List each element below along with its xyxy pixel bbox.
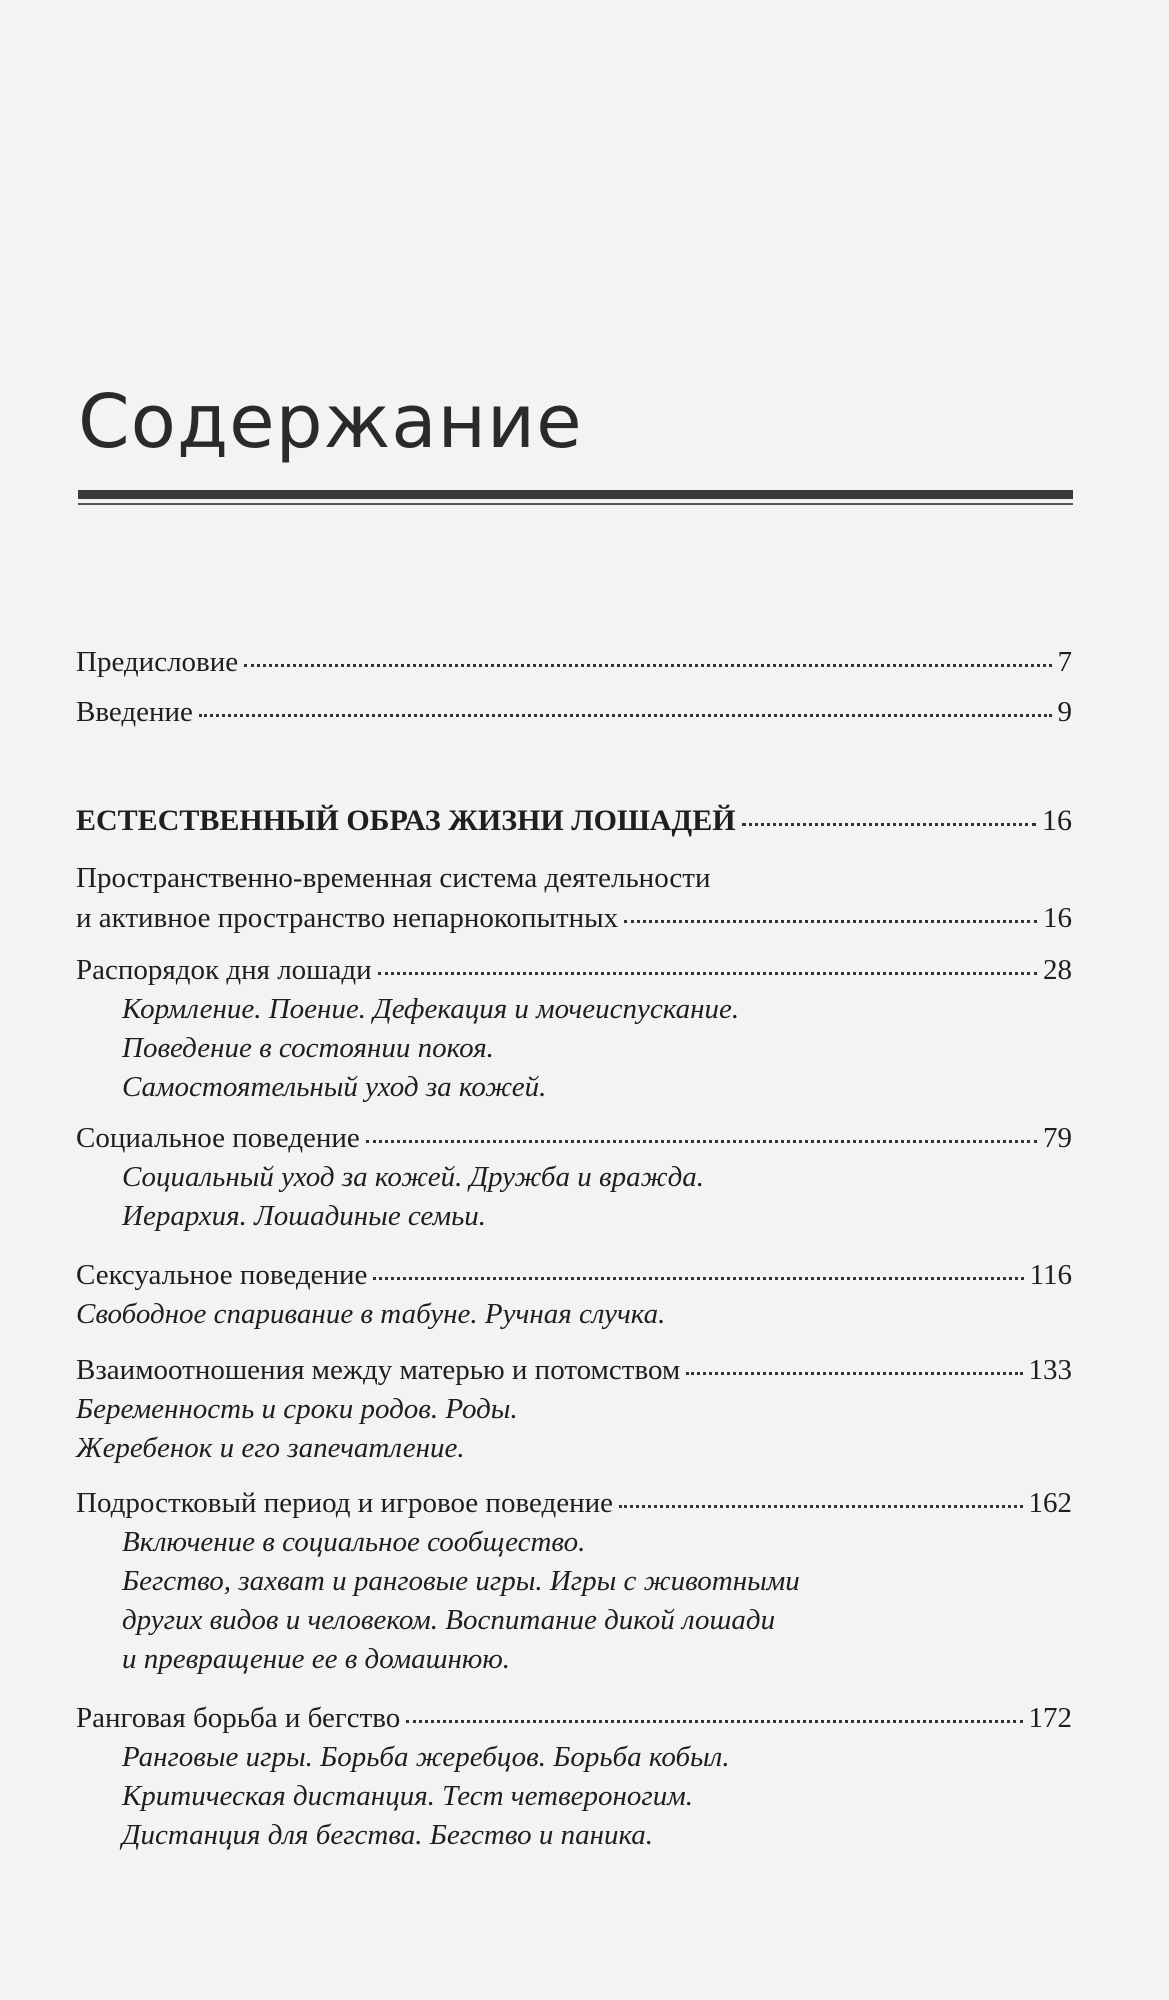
toc-page-number: 7 xyxy=(1057,646,1072,678)
toc-entry-preface xyxy=(76,642,1072,682)
part-title: ЕСТЕСТВЕННЫЙ ОБРАЗ ЖИЗНИ ЛОШАДЕЙ xyxy=(76,804,736,837)
toc-entry-introduction xyxy=(76,692,1072,732)
toc-subtopics-line: других видов и человеком. Воспитание дикой лошади xyxy=(122,1604,776,1636)
toc-chapter xyxy=(76,1698,1072,1855)
dot-leader xyxy=(366,1140,1037,1143)
toc-page-number: 16 xyxy=(1042,804,1072,837)
toc-chapter-title-line: Распорядок дня лошади xyxy=(76,954,372,986)
title-rule-thin xyxy=(78,503,1073,505)
toc-subtopics-line: Включение в социальное сообщество. xyxy=(122,1526,586,1558)
toc-page-number: 172 xyxy=(1028,1702,1072,1734)
dot-leader xyxy=(199,714,1052,717)
toc-subtopics-line: Свободное спаривание в табуне. Ручная случка. xyxy=(76,1298,666,1330)
toc-page-number: 9 xyxy=(1057,696,1072,728)
toc-page-number: 162 xyxy=(1028,1487,1072,1519)
toc-chapter xyxy=(76,1255,1072,1334)
toc-subtopics-line: Поведение в состоянии покоя. xyxy=(122,1032,494,1064)
toc-chapter-title-line: Взаимоотношения между матерью и потомством xyxy=(76,1354,681,1386)
toc-page-number: 28 xyxy=(1043,954,1072,986)
toc-chapter xyxy=(76,858,1072,938)
toc-subtopics-line: Критическая дистанция. Тест четвероногим. xyxy=(122,1780,693,1812)
toc-subtopics-line: Социальный уход за кожей. Дружба и вражда. xyxy=(122,1161,704,1193)
toc-chapter xyxy=(76,1350,1072,1468)
toc-page-number: 133 xyxy=(1028,1354,1072,1386)
dot-leader xyxy=(624,920,1037,923)
toc-page-number: 79 xyxy=(1043,1122,1072,1154)
toc-subtopics-line: Самостоятельный уход за кожей. xyxy=(122,1071,547,1103)
toc-subtopics-line: и превращение ее в домашнюю. xyxy=(122,1643,511,1675)
toc-part-heading xyxy=(76,801,1072,841)
title-rule-thick xyxy=(78,490,1073,499)
dot-leader xyxy=(378,972,1037,975)
toc-subtopics-line: Жеребенок и его запечатление. xyxy=(76,1432,465,1464)
toc-subtopics-line: Бегство, захват и ранговые игры. Игры с животными xyxy=(122,1565,800,1597)
toc-entry-title: Введение xyxy=(76,696,193,728)
dot-leader xyxy=(244,664,1051,667)
toc-chapter-title-line: Сексуальное поведение xyxy=(76,1259,368,1291)
dot-leader xyxy=(742,823,1036,826)
toc-chapter-title-line: Подростковый период и игровое поведение xyxy=(76,1487,613,1519)
toc-subtopics-line: Ранговые игры. Борьба жеребцов. Борьба кобыл. xyxy=(122,1741,730,1773)
toc-subtopics-line: Дистанция для бегства. Бегство и паника. xyxy=(122,1819,654,1851)
toc-chapter xyxy=(76,1483,1072,1679)
toc-subtopics-line: Беременность и сроки родов. Роды. xyxy=(76,1393,518,1425)
toc-page-number: 16 xyxy=(1043,902,1072,934)
dot-leader xyxy=(373,1277,1023,1280)
toc-entry-title: Предисловие xyxy=(76,646,239,678)
dot-leader xyxy=(619,1505,1023,1508)
toc-page-number: 116 xyxy=(1029,1259,1072,1291)
toc-chapter-title-line: Социальное поведение xyxy=(76,1122,360,1154)
dot-leader xyxy=(406,1720,1022,1723)
dot-leader xyxy=(686,1372,1022,1375)
toc-chapter xyxy=(76,1118,1072,1236)
toc-subtopics-line: Иерархия. Лошадиные семьи. xyxy=(122,1200,487,1232)
toc-chapter-title-line: Ранговая борьба и бегство xyxy=(76,1702,401,1734)
toc-chapter-title-line: Пространственно-временная система деятельности xyxy=(76,862,711,894)
toc-chapter-title-line: и активное пространство непарнокопытных xyxy=(76,902,619,934)
page-title: Содержание xyxy=(78,379,583,465)
toc-subtopics-line: Кормление. Поение. Дефекация и мочеиспускание. xyxy=(122,993,740,1025)
toc-chapter xyxy=(76,950,1072,1107)
